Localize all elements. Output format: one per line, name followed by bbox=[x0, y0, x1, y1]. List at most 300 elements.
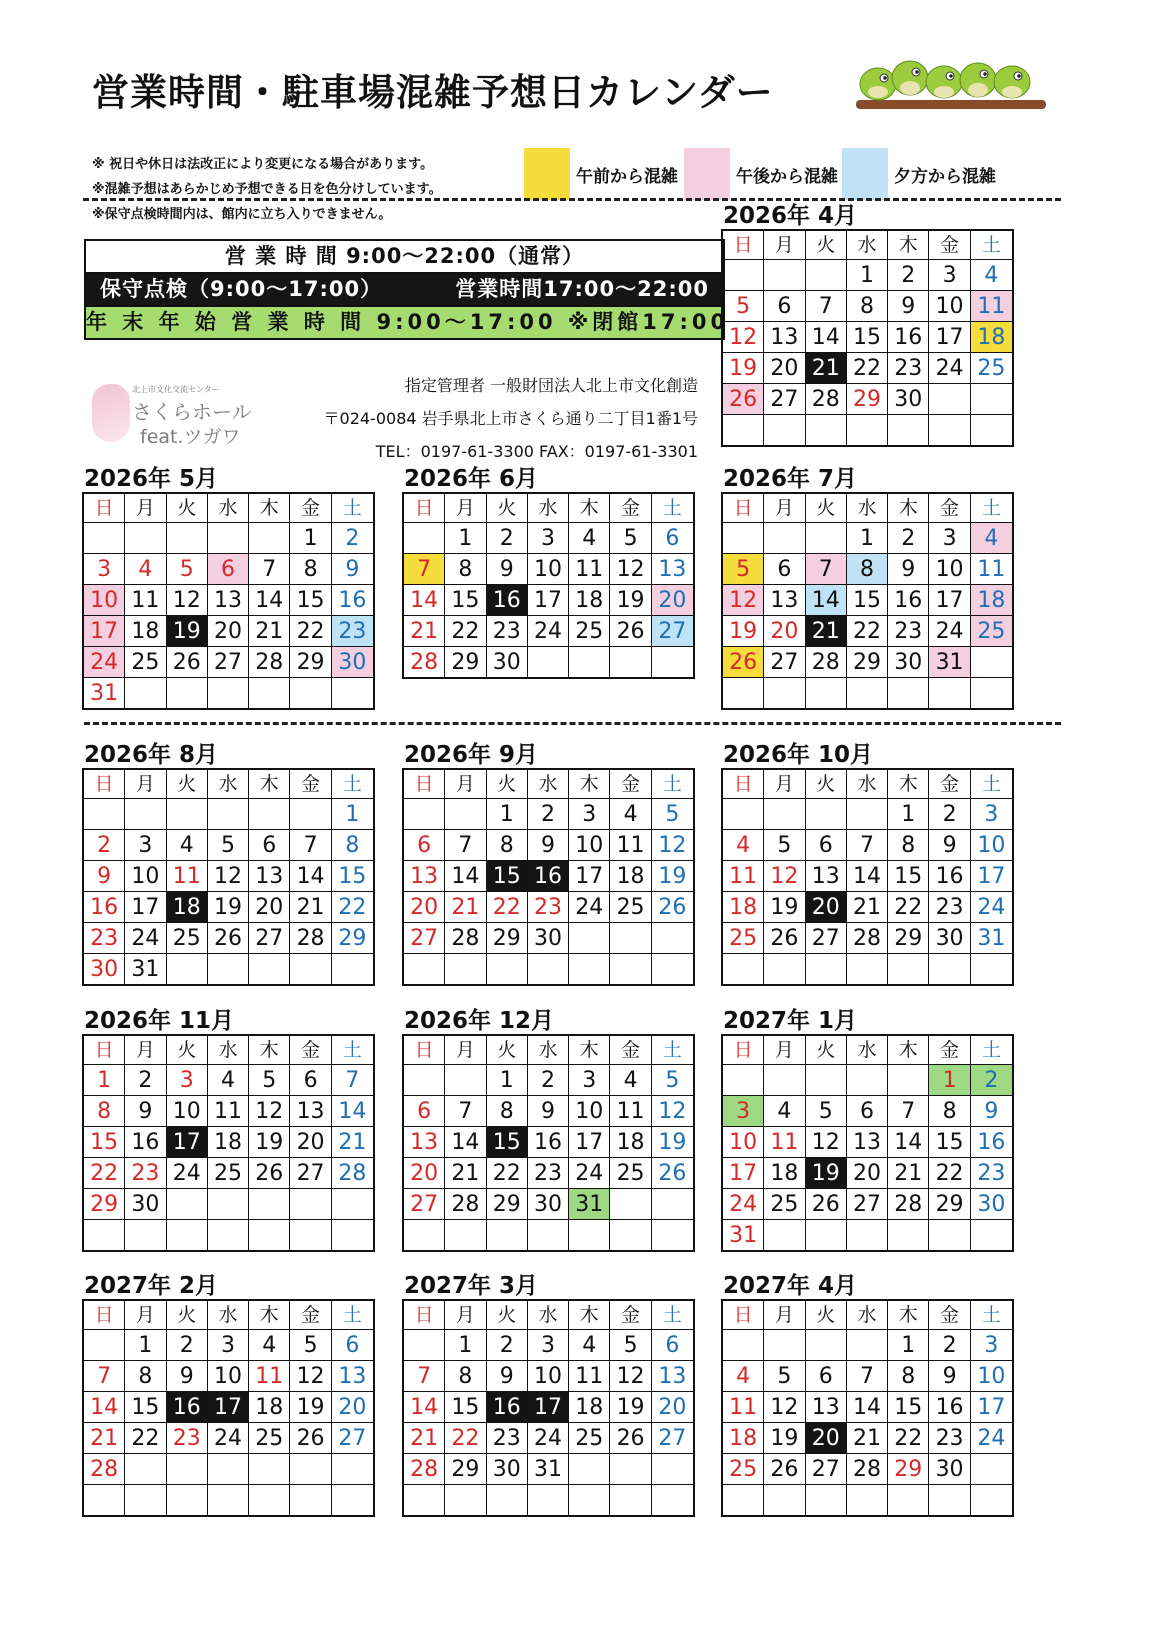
day-cell: 14 bbox=[332, 1096, 373, 1127]
month-grid bbox=[82, 768, 375, 986]
empty-cell bbox=[764, 1065, 805, 1096]
day-cell: 19 bbox=[764, 892, 805, 923]
day-cell: 29 bbox=[847, 647, 888, 678]
day-cell: 16 bbox=[125, 1127, 166, 1158]
empty-cell bbox=[723, 1330, 764, 1361]
day-cell: 16 bbox=[487, 1392, 528, 1423]
day-cell: 10 bbox=[929, 291, 970, 322]
day-cell: 15 bbox=[487, 861, 528, 892]
day-cell: 24 bbox=[971, 892, 1012, 923]
weekday-header: 金 bbox=[610, 1301, 651, 1330]
empty-cell bbox=[404, 523, 445, 554]
day-cell: 9 bbox=[528, 1096, 569, 1127]
empty-cell bbox=[84, 799, 125, 830]
day-cell: 25 bbox=[569, 1423, 610, 1454]
day-cell: 1 bbox=[445, 1330, 486, 1361]
weekday-header: 月 bbox=[125, 1036, 166, 1065]
empty-cell bbox=[888, 1485, 929, 1516]
empty-cell bbox=[125, 1220, 166, 1251]
day-cell: 6 bbox=[847, 1096, 888, 1127]
month-title: 2027年 1月 bbox=[723, 1008, 858, 1034]
day-cell: 2 bbox=[929, 799, 970, 830]
weekday-header: 火 bbox=[167, 770, 208, 799]
day-cell: 29 bbox=[888, 1454, 929, 1485]
day-cell: 3 bbox=[971, 1330, 1012, 1361]
weekday-header: 日 bbox=[723, 231, 764, 260]
day-cell: 3 bbox=[125, 830, 166, 861]
empty-cell bbox=[208, 1220, 249, 1251]
day-cell: 7 bbox=[445, 830, 486, 861]
day-cell: 17 bbox=[208, 1392, 249, 1423]
day-cell: 28 bbox=[332, 1158, 373, 1189]
day-cell: 8 bbox=[290, 554, 331, 585]
month-grid bbox=[82, 492, 375, 710]
day-cell: 2 bbox=[125, 1065, 166, 1096]
empty-cell bbox=[290, 954, 331, 985]
day-cell: 28 bbox=[404, 647, 445, 678]
day-cell: 17 bbox=[971, 1392, 1012, 1423]
day-cell: 8 bbox=[888, 1361, 929, 1392]
weekday-header: 月 bbox=[445, 770, 486, 799]
day-cell: 29 bbox=[84, 1189, 125, 1220]
weekday-header: 日 bbox=[723, 770, 764, 799]
empty-cell bbox=[806, 954, 847, 985]
day-cell: 16 bbox=[84, 892, 125, 923]
legend-swatch-blue bbox=[842, 148, 888, 200]
day-cell: 28 bbox=[847, 923, 888, 954]
day-cell: 13 bbox=[290, 1096, 331, 1127]
day-cell: 21 bbox=[249, 616, 290, 647]
maintenance-time: 保守点検（9:00～17:00） bbox=[100, 277, 383, 301]
day-cell: 11 bbox=[723, 861, 764, 892]
day-cell: 28 bbox=[806, 647, 847, 678]
day-cell: 22 bbox=[888, 892, 929, 923]
day-cell: 14 bbox=[290, 861, 331, 892]
weekday-header: 金 bbox=[610, 1036, 651, 1065]
day-cell: 16 bbox=[888, 585, 929, 616]
day-cell: 15 bbox=[888, 861, 929, 892]
weekday-header: 土 bbox=[332, 1301, 373, 1330]
empty-cell bbox=[445, 1485, 486, 1516]
weekday-header: 木 bbox=[888, 231, 929, 260]
day-cell: 24 bbox=[723, 1189, 764, 1220]
day-cell: 4 bbox=[723, 830, 764, 861]
empty-cell bbox=[404, 799, 445, 830]
day-cell: 6 bbox=[806, 1361, 847, 1392]
weekday-header: 月 bbox=[764, 494, 805, 523]
empty-cell bbox=[971, 384, 1012, 415]
empty-cell bbox=[929, 1220, 970, 1251]
weekday-header: 火 bbox=[167, 1301, 208, 1330]
empty-cell bbox=[167, 678, 208, 709]
day-cell: 6 bbox=[290, 1065, 331, 1096]
day-cell: 9 bbox=[888, 554, 929, 585]
month-title: 2027年 3月 bbox=[404, 1273, 539, 1299]
day-cell: 16 bbox=[528, 861, 569, 892]
day-cell: 4 bbox=[569, 523, 610, 554]
day-cell: 20 bbox=[806, 892, 847, 923]
weekday-header: 日 bbox=[404, 1301, 445, 1330]
day-cell: 22 bbox=[445, 1423, 486, 1454]
day-cell: 3 bbox=[84, 554, 125, 585]
empty-cell bbox=[764, 1220, 805, 1251]
empty-cell bbox=[167, 1220, 208, 1251]
day-cell: 25 bbox=[125, 647, 166, 678]
day-cell: 5 bbox=[167, 554, 208, 585]
empty-cell bbox=[487, 1220, 528, 1251]
day-cell: 11 bbox=[167, 861, 208, 892]
day-cell: 8 bbox=[487, 1096, 528, 1127]
weekday-header: 日 bbox=[84, 770, 125, 799]
weekday-header: 水 bbox=[847, 1036, 888, 1065]
month-grid bbox=[721, 1034, 1014, 1252]
weekday-header: 水 bbox=[208, 1301, 249, 1330]
empty-cell bbox=[528, 647, 569, 678]
day-cell: 19 bbox=[723, 616, 764, 647]
empty-cell bbox=[847, 415, 888, 446]
day-cell: 24 bbox=[208, 1423, 249, 1454]
day-cell: 27 bbox=[806, 923, 847, 954]
empty-cell bbox=[208, 954, 249, 985]
weekday-header: 水 bbox=[208, 1036, 249, 1065]
day-cell: 1 bbox=[847, 523, 888, 554]
divider bbox=[83, 198, 1061, 201]
day-cell: 3 bbox=[528, 1330, 569, 1361]
day-cell: 22 bbox=[847, 353, 888, 384]
day-cell: 14 bbox=[847, 861, 888, 892]
day-cell: 25 bbox=[208, 1158, 249, 1189]
month-grid bbox=[402, 1034, 695, 1252]
day-cell: 13 bbox=[847, 1127, 888, 1158]
empty-cell bbox=[332, 1485, 373, 1516]
weekday-header: 日 bbox=[84, 1036, 125, 1065]
empty-cell bbox=[445, 799, 486, 830]
day-cell: 23 bbox=[332, 616, 373, 647]
month-title: 2027年 4月 bbox=[723, 1273, 858, 1299]
month-grid bbox=[721, 768, 1014, 986]
month-calendar bbox=[721, 1273, 1014, 1517]
empty-cell bbox=[723, 1065, 764, 1096]
empty-cell bbox=[125, 523, 166, 554]
day-cell: 2 bbox=[84, 830, 125, 861]
day-cell: 29 bbox=[847, 384, 888, 415]
empty-cell bbox=[610, 1189, 651, 1220]
day-cell: 27 bbox=[249, 923, 290, 954]
day-cell: 23 bbox=[971, 1158, 1012, 1189]
month-calendar bbox=[721, 742, 1014, 986]
day-cell: 4 bbox=[764, 1096, 805, 1127]
day-cell: 11 bbox=[249, 1361, 290, 1392]
day-cell: 30 bbox=[929, 923, 970, 954]
day-cell: 5 bbox=[610, 523, 651, 554]
weekday-header: 金 bbox=[929, 1036, 970, 1065]
day-cell: 3 bbox=[723, 1096, 764, 1127]
day-cell: 8 bbox=[445, 554, 486, 585]
empty-cell bbox=[569, 954, 610, 985]
day-cell: 9 bbox=[125, 1096, 166, 1127]
day-cell: 20 bbox=[806, 1423, 847, 1454]
day-cell: 5 bbox=[764, 1361, 805, 1392]
day-cell: 26 bbox=[764, 923, 805, 954]
day-cell: 15 bbox=[888, 1392, 929, 1423]
day-cell: 3 bbox=[569, 1065, 610, 1096]
empty-cell bbox=[971, 678, 1012, 709]
month-calendar bbox=[721, 466, 1014, 710]
day-cell: 16 bbox=[929, 861, 970, 892]
legend-swatch-yellow bbox=[524, 148, 570, 200]
day-cell: 1 bbox=[487, 1065, 528, 1096]
month-calendar bbox=[402, 1008, 695, 1252]
day-cell: 29 bbox=[487, 1189, 528, 1220]
day-cell: 14 bbox=[249, 585, 290, 616]
day-cell: 10 bbox=[528, 554, 569, 585]
day-cell: 21 bbox=[847, 892, 888, 923]
day-cell: 21 bbox=[888, 1158, 929, 1189]
day-cell: 17 bbox=[569, 861, 610, 892]
day-cell: 18 bbox=[569, 585, 610, 616]
empty-cell bbox=[84, 1330, 125, 1361]
empty-cell bbox=[569, 1220, 610, 1251]
weekday-header: 木 bbox=[249, 1301, 290, 1330]
day-cell: 22 bbox=[847, 616, 888, 647]
weekday-header: 月 bbox=[764, 770, 805, 799]
empty-cell bbox=[723, 678, 764, 709]
phone-fax: TEL：0197-61-3300 FAX：0197-61-3301 bbox=[375, 442, 698, 461]
day-cell: 10 bbox=[167, 1096, 208, 1127]
day-cell: 4 bbox=[249, 1330, 290, 1361]
day-cell: 19 bbox=[723, 353, 764, 384]
month-title: 2026年 12月 bbox=[404, 1008, 555, 1034]
day-cell: 13 bbox=[652, 554, 693, 585]
day-cell: 7 bbox=[249, 554, 290, 585]
day-cell: 27 bbox=[404, 923, 445, 954]
empty-cell bbox=[487, 1485, 528, 1516]
day-cell: 31 bbox=[929, 647, 970, 678]
day-cell: 9 bbox=[487, 554, 528, 585]
empty-cell bbox=[569, 1485, 610, 1516]
notes bbox=[92, 152, 442, 227]
day-cell: 1 bbox=[888, 1330, 929, 1361]
empty-cell bbox=[652, 647, 693, 678]
empty-cell bbox=[249, 1189, 290, 1220]
day-cell: 26 bbox=[290, 1423, 331, 1454]
weekday-header: 水 bbox=[847, 770, 888, 799]
day-cell: 12 bbox=[208, 861, 249, 892]
day-cell: 17 bbox=[167, 1127, 208, 1158]
weekday-header: 月 bbox=[764, 231, 805, 260]
empty-cell bbox=[167, 954, 208, 985]
day-cell: 23 bbox=[888, 616, 929, 647]
day-cell: 17 bbox=[929, 585, 970, 616]
weekday-header: 金 bbox=[610, 494, 651, 523]
weekday-header: 水 bbox=[847, 1301, 888, 1330]
day-cell: 24 bbox=[569, 1158, 610, 1189]
empty-cell bbox=[332, 954, 373, 985]
day-cell: 20 bbox=[404, 892, 445, 923]
empty-cell bbox=[167, 523, 208, 554]
day-cell: 23 bbox=[167, 1423, 208, 1454]
day-cell: 30 bbox=[125, 1189, 166, 1220]
empty-cell bbox=[610, 1485, 651, 1516]
empty-cell bbox=[528, 1220, 569, 1251]
day-cell: 23 bbox=[929, 892, 970, 923]
empty-cell bbox=[404, 1485, 445, 1516]
day-cell: 28 bbox=[404, 1454, 445, 1485]
day-cell: 27 bbox=[847, 1189, 888, 1220]
day-cell: 11 bbox=[764, 1127, 805, 1158]
day-cell: 30 bbox=[487, 647, 528, 678]
day-cell: 26 bbox=[764, 1454, 805, 1485]
empty-cell bbox=[569, 923, 610, 954]
day-cell: 27 bbox=[652, 616, 693, 647]
day-cell: 14 bbox=[445, 1127, 486, 1158]
day-cell: 31 bbox=[971, 923, 1012, 954]
empty-cell bbox=[723, 415, 764, 446]
day-cell: 24 bbox=[84, 647, 125, 678]
empty-cell bbox=[652, 954, 693, 985]
weekday-header: 金 bbox=[290, 770, 331, 799]
day-cell: 10 bbox=[84, 585, 125, 616]
day-cell: 18 bbox=[971, 322, 1012, 353]
month-grid bbox=[402, 1299, 695, 1517]
month-grid bbox=[402, 768, 695, 986]
postal-address: 〒024-0084 岩手県北上市さくら通り二丁目1番1号 bbox=[323, 409, 698, 428]
empty-cell bbox=[652, 1220, 693, 1251]
day-cell: 15 bbox=[84, 1127, 125, 1158]
day-cell: 12 bbox=[290, 1361, 331, 1392]
day-cell: 26 bbox=[652, 1158, 693, 1189]
day-cell: 11 bbox=[125, 585, 166, 616]
empty-cell bbox=[806, 1330, 847, 1361]
weekday-header: 火 bbox=[806, 1036, 847, 1065]
empty-cell bbox=[764, 799, 805, 830]
day-cell: 4 bbox=[167, 830, 208, 861]
weekday-header: 土 bbox=[332, 770, 373, 799]
day-cell: 12 bbox=[723, 585, 764, 616]
day-cell: 23 bbox=[487, 616, 528, 647]
day-cell: 27 bbox=[764, 647, 805, 678]
day-cell: 16 bbox=[888, 322, 929, 353]
day-cell: 27 bbox=[332, 1423, 373, 1454]
day-cell: 17 bbox=[723, 1158, 764, 1189]
day-cell: 14 bbox=[847, 1392, 888, 1423]
day-cell: 9 bbox=[84, 861, 125, 892]
empty-cell bbox=[929, 678, 970, 709]
day-cell: 28 bbox=[445, 1189, 486, 1220]
day-cell: 19 bbox=[167, 616, 208, 647]
day-cell: 28 bbox=[84, 1454, 125, 1485]
day-cell: 26 bbox=[249, 1158, 290, 1189]
day-cell: 20 bbox=[332, 1392, 373, 1423]
month-grid bbox=[402, 492, 695, 679]
day-cell: 19 bbox=[764, 1423, 805, 1454]
weekday-header: 水 bbox=[208, 770, 249, 799]
hours-box bbox=[84, 239, 730, 340]
legend-morning bbox=[524, 148, 678, 200]
maintenance-open-time: 営業時間17:00～22:00 bbox=[455, 277, 709, 301]
empty-cell bbox=[971, 1220, 1012, 1251]
day-cell: 21 bbox=[332, 1127, 373, 1158]
day-cell: 11 bbox=[610, 830, 651, 861]
month-title: 2026年 10月 bbox=[723, 742, 874, 768]
day-cell: 6 bbox=[332, 1330, 373, 1361]
day-cell: 25 bbox=[971, 616, 1012, 647]
month-title: 2026年 6月 bbox=[404, 466, 539, 492]
empty-cell bbox=[208, 523, 249, 554]
day-cell: 14 bbox=[84, 1392, 125, 1423]
day-cell: 10 bbox=[528, 1361, 569, 1392]
day-cell: 6 bbox=[764, 554, 805, 585]
day-cell: 22 bbox=[487, 1158, 528, 1189]
day-cell: 6 bbox=[404, 830, 445, 861]
empty-cell bbox=[971, 954, 1012, 985]
day-cell: 27 bbox=[652, 1423, 693, 1454]
empty-cell bbox=[290, 1220, 331, 1251]
day-cell: 5 bbox=[723, 554, 764, 585]
day-cell: 26 bbox=[208, 923, 249, 954]
empty-cell bbox=[125, 1454, 166, 1485]
weekday-header: 金 bbox=[929, 1301, 970, 1330]
day-cell: 28 bbox=[888, 1189, 929, 1220]
month-grid bbox=[82, 1034, 375, 1252]
empty-cell bbox=[249, 954, 290, 985]
day-cell: 30 bbox=[332, 647, 373, 678]
day-cell: 27 bbox=[404, 1189, 445, 1220]
day-cell: 3 bbox=[971, 799, 1012, 830]
day-cell: 22 bbox=[445, 616, 486, 647]
day-cell: 2 bbox=[528, 1065, 569, 1096]
day-cell: 13 bbox=[806, 861, 847, 892]
weekday-header: 水 bbox=[847, 494, 888, 523]
day-cell: 10 bbox=[971, 1361, 1012, 1392]
day-cell: 15 bbox=[847, 585, 888, 616]
day-cell: 8 bbox=[847, 291, 888, 322]
day-cell: 21 bbox=[847, 1423, 888, 1454]
empty-cell bbox=[610, 1220, 651, 1251]
month-calendar bbox=[82, 742, 375, 986]
day-cell: 15 bbox=[847, 322, 888, 353]
day-cell: 30 bbox=[84, 954, 125, 985]
empty-cell bbox=[806, 260, 847, 291]
day-cell: 20 bbox=[652, 1392, 693, 1423]
weekday-header: 火 bbox=[167, 1036, 208, 1065]
weekday-header: 木 bbox=[888, 1036, 929, 1065]
month-title: 2026年 8月 bbox=[84, 742, 219, 768]
month-calendar bbox=[82, 1273, 375, 1517]
day-cell: 27 bbox=[208, 647, 249, 678]
weekday-header: 日 bbox=[723, 1301, 764, 1330]
empty-cell bbox=[404, 1330, 445, 1361]
empty-cell bbox=[723, 260, 764, 291]
day-cell: 18 bbox=[569, 1392, 610, 1423]
weekday-header: 木 bbox=[249, 494, 290, 523]
day-cell: 1 bbox=[332, 799, 373, 830]
day-cell: 14 bbox=[888, 1127, 929, 1158]
weekday-header: 日 bbox=[404, 1036, 445, 1065]
day-cell: 6 bbox=[652, 1330, 693, 1361]
empty-cell bbox=[167, 1485, 208, 1516]
day-cell: 24 bbox=[929, 616, 970, 647]
weekday-header: 金 bbox=[290, 1301, 331, 1330]
empty-cell bbox=[167, 799, 208, 830]
note-maintenance: ※保守点検時間内は、館内に立ち入りできません。 bbox=[92, 207, 392, 222]
day-cell: 10 bbox=[569, 1096, 610, 1127]
day-cell: 24 bbox=[125, 923, 166, 954]
empty-cell bbox=[208, 1454, 249, 1485]
day-cell: 2 bbox=[487, 523, 528, 554]
empty-cell bbox=[125, 678, 166, 709]
empty-cell bbox=[445, 1065, 486, 1096]
